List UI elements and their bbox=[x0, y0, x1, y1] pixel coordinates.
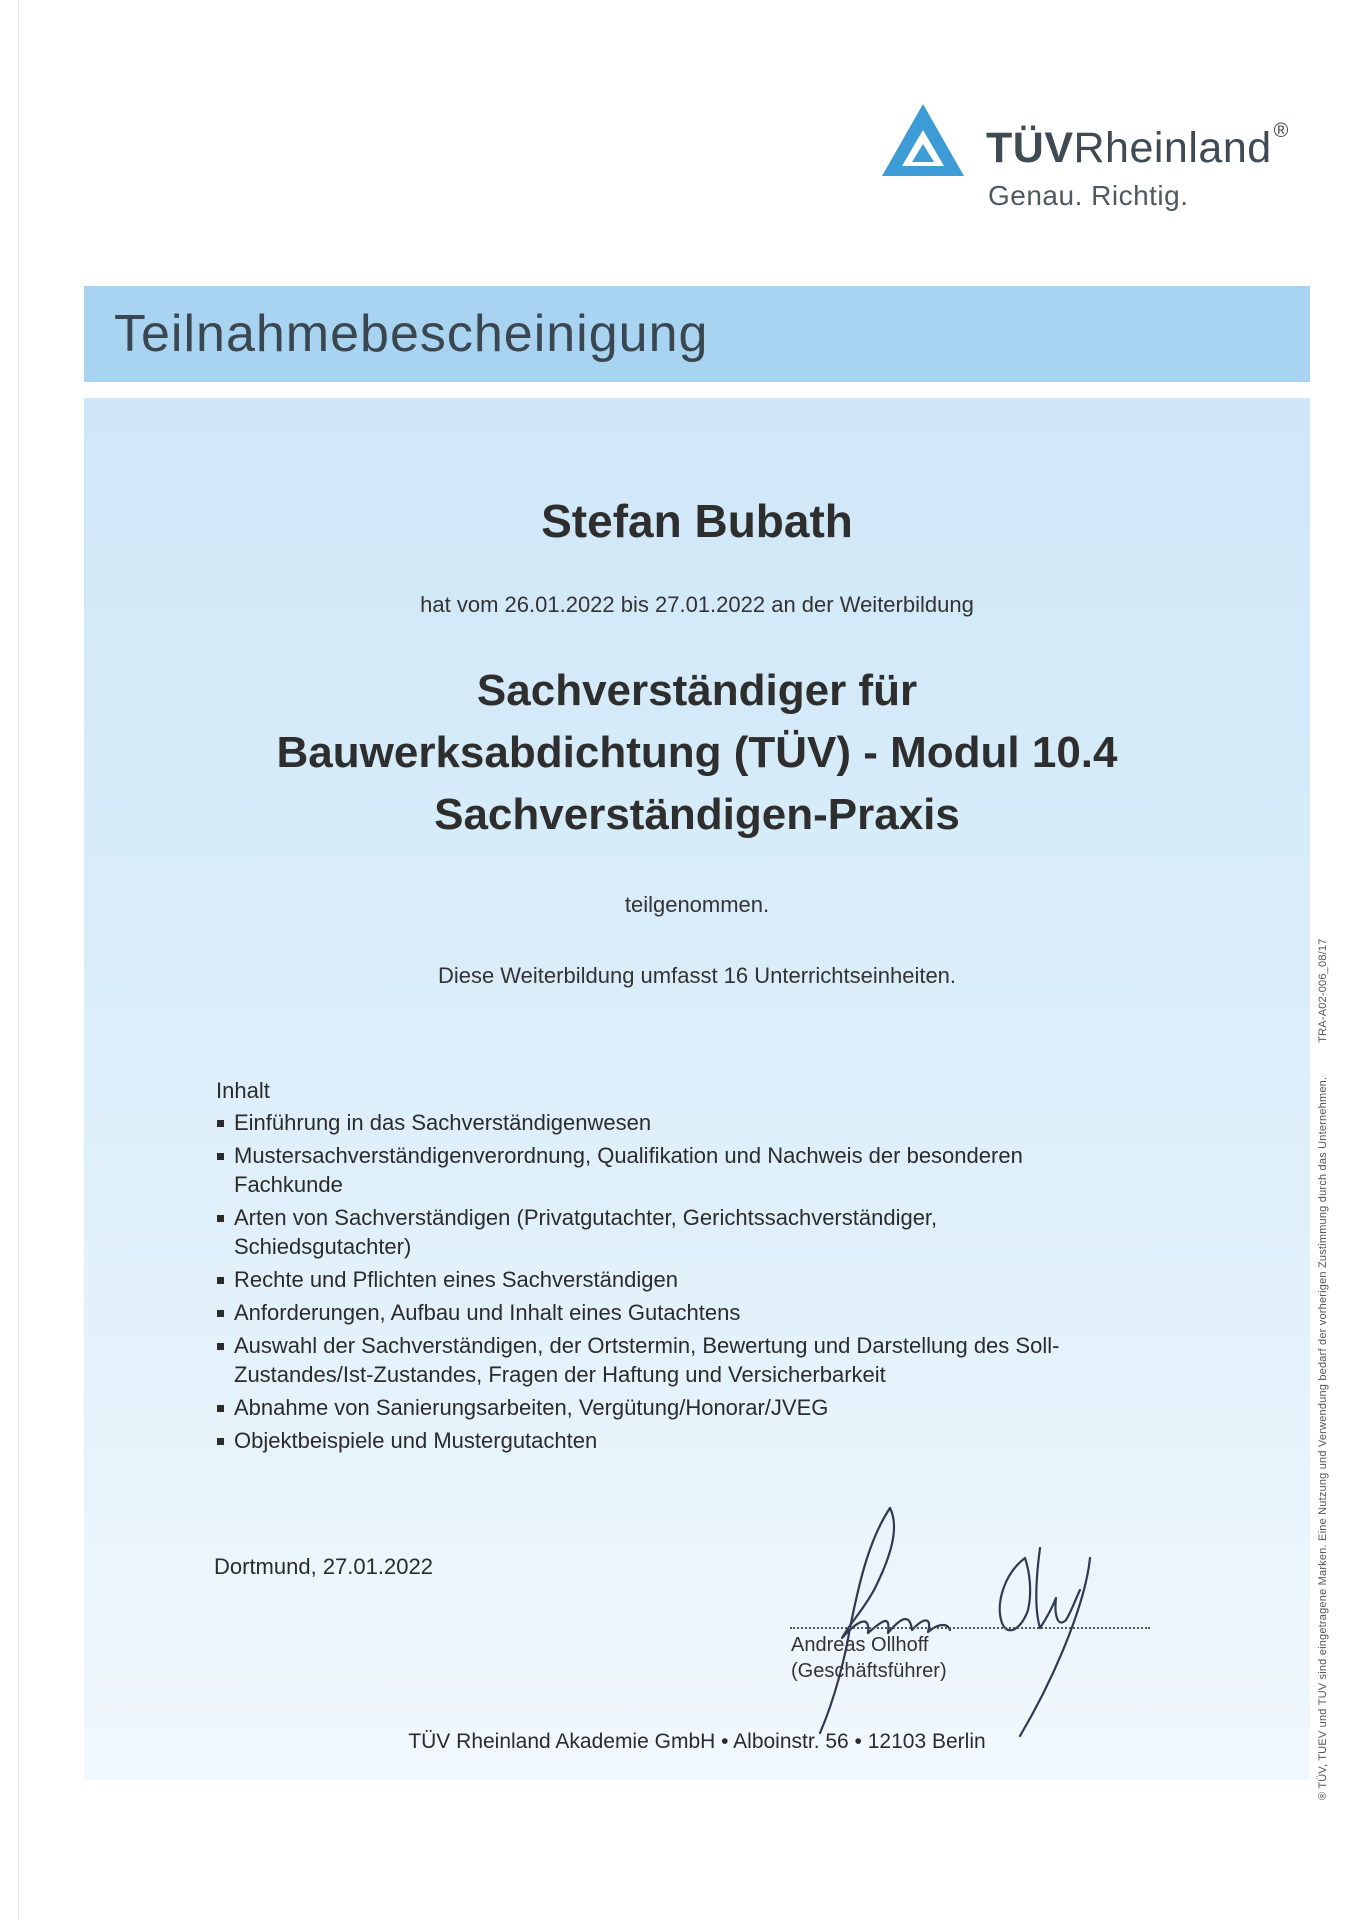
bullet-icon bbox=[217, 1438, 224, 1445]
handwritten-signature bbox=[790, 1498, 1190, 1738]
legal-side-note bbox=[1317, 938, 1329, 1800]
document-title: Teilnahmebescheinigung bbox=[114, 305, 709, 363]
list-item bbox=[216, 1331, 1216, 1389]
brand-claim: Genau. Richtig. bbox=[988, 180, 1189, 211]
list-item-line: Zustandes/Ist-Zustandes, Fragen der Haftung und Versicherbarkeit bbox=[234, 1362, 886, 1387]
date-line: hat vom 26.01.2022 bis 27.01.2022 an der Weiterbildung bbox=[420, 592, 974, 617]
participant-name: Stefan Bubath bbox=[541, 495, 853, 547]
page-edge bbox=[18, 0, 19, 1920]
content-section bbox=[216, 1078, 1216, 1459]
units-text: Diese Weiterbildung umfasst 16 Unterrichtseinheiten. bbox=[437, 963, 957, 988]
bullet-icon bbox=[217, 1153, 224, 1160]
content-heading: Inhalt bbox=[216, 1078, 270, 1103]
list-item-line: Einführung in das Sachverständigenwesen bbox=[234, 1110, 652, 1135]
footer-address: TÜV Rheinland Akademie GmbH • Alboinstr. 56 • 12103 Berlin bbox=[408, 1730, 986, 1753]
content-list bbox=[216, 1108, 1216, 1455]
list-item-line: Anforderungen, Aufbau und Inhalt eines Gutachtens bbox=[234, 1300, 741, 1325]
list-item bbox=[216, 1203, 1216, 1261]
brand-bold: TÜV bbox=[986, 124, 1074, 172]
certificate-panel bbox=[84, 398, 1310, 1780]
bullet-icon bbox=[217, 1405, 224, 1412]
tuv-rheinland-logo bbox=[878, 100, 1318, 220]
participated-text: teilgenommen. bbox=[624, 892, 770, 917]
legal-text: ® TÜV, TUEV und TUV sind eingetragene Marken. Eine Nutzung und Verwendung bedarf der vorherigen Zustimmung durch das Unternehmen. bbox=[1317, 1076, 1329, 1800]
brand-name bbox=[986, 120, 1289, 173]
signatory-block bbox=[791, 1632, 947, 1684]
place-date: Dortmund, 27.01.2022 bbox=[214, 1554, 433, 1579]
tuv-triangle-icon bbox=[878, 100, 968, 180]
signatory-role: (Geschäftsführer) bbox=[791, 1660, 947, 1682]
list-item-line: Schiedsgutachter) bbox=[234, 1234, 412, 1259]
form-code: TRA-A02-006_08/17 bbox=[1317, 938, 1329, 1043]
list-item-line: Abnahme von Sanierungsarbeiten, Vergütung/Honorar/JVEG bbox=[234, 1395, 829, 1420]
list-item-line: Mustersachverständigenverordnung, Qualifikation und Nachweis der besonderen bbox=[234, 1143, 1023, 1168]
signature-line bbox=[790, 1627, 1150, 1629]
course-line: Sachverständigen-Praxis bbox=[434, 790, 960, 839]
list-item bbox=[216, 1141, 1216, 1199]
bullet-icon bbox=[217, 1343, 224, 1350]
list-item-line: Objektbeispiele und Mustergutachten bbox=[234, 1428, 598, 1453]
registered-mark: ® bbox=[1273, 120, 1289, 142]
course-line: Bauwerksabdichtung (TÜV) - Modul 10.4 bbox=[276, 728, 1118, 777]
course-line: Sachverständiger für bbox=[476, 666, 918, 715]
list-item-line: Arten von Sachverständigen (Privatgutachter, Gerichtssachverständiger, bbox=[234, 1205, 938, 1230]
list-item bbox=[216, 1298, 1216, 1327]
list-item-line: Rechte und Pflichten eines Sachverständigen bbox=[234, 1267, 678, 1292]
bullet-icon bbox=[217, 1120, 224, 1127]
list-item-line: Auswahl der Sachverständigen, der Ortstermin, Bewertung und Darstellung des Soll- bbox=[234, 1333, 1060, 1358]
course-title bbox=[84, 660, 1310, 846]
signatory-name: Andreas Ollhoff bbox=[791, 1634, 929, 1656]
bullet-icon bbox=[217, 1310, 224, 1317]
list-item-line: Fachkunde bbox=[234, 1172, 343, 1197]
bullet-icon bbox=[217, 1215, 224, 1222]
list-item bbox=[216, 1108, 1216, 1137]
list-item bbox=[216, 1393, 1216, 1422]
bullet-icon bbox=[217, 1277, 224, 1284]
title-band bbox=[84, 286, 1310, 382]
list-item bbox=[216, 1265, 1216, 1294]
brand-regular: Rheinland bbox=[1073, 124, 1272, 172]
list-item bbox=[216, 1426, 1216, 1455]
